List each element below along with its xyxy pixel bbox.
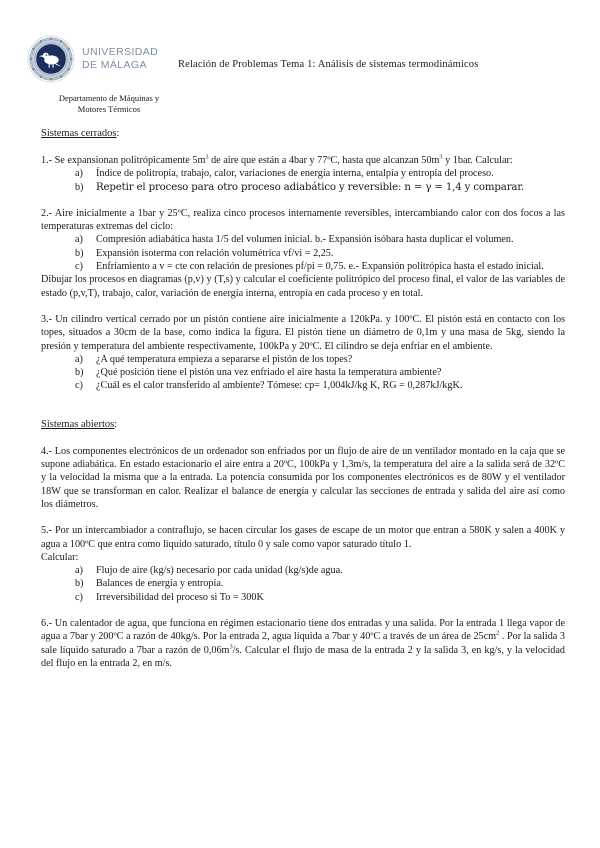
list-item-text: Expansión isoterma con relación volumétrica vf/vi = 2,25. [96,247,334,259]
problem-6-statement [41,617,565,670]
page-title: Relación de Problemas Tema 1: Análisis de sistemas termodinámicos [178,59,479,70]
section-heading-sistemas-cerrados [41,128,565,139]
list-item-text: Flujo de aire (kg/s) necesario por cada unidad (kg/s)de agua. [96,565,343,577]
problem-3-items [41,353,565,393]
problem-6-text-c: /s. Calcular el flujo de masa de la entrada 2 y la salida 3, en kg/s, y la velocidad del flujo en la entrada 2, en m/s. [41,644,565,669]
list-item-text: ¿A qué temperatura empieza a separarse el pistón de los topes? [96,353,353,365]
university-name-line2: DE MÁLAGA [82,59,147,71]
list-marker: c) [75,380,83,392]
list-marker: b) [75,367,84,379]
section-heading-text: Sistemas abiertos [41,418,115,430]
list-marker: a) [75,168,83,180]
list-item [41,564,565,577]
list-item-text: Compresión adiabática hasta 1/5 del volumen inicial. b.- Expansión isóbara hasta duplicar el volumen. [96,234,514,246]
section-heading-text: Sistemas cerrados [41,128,117,139]
list-item [41,247,565,260]
department-line1: Departamento de Máquinas y [58,93,160,103]
list-item-text: ¿Cuál es el calor transferido al ambiente? Tómese: cp= 1,004kJ/kg K, RG = 0,287kJ/kgK. [96,380,463,392]
list-item-text: Balances de energía y entropía. [96,578,224,590]
problem-6-text-b: . Por la salida 3 sale líquido saturado a 7bar a razón de 0,06m [41,631,565,656]
problem-5-calcular-label: Calcular: [41,551,79,563]
problem-6-text-a: 6.- Un calentador de agua, que funciona en régimen estacionario tiene dos entradas y una salida. Por la entrada 1 llega vapor de agua a 7bar y 200ºC a razón de 40kg/s. Por la entrada 2, agua líquida a 7bar y 40ºC a través de un área de 25cm [41,618,565,643]
list-marker: b) [75,181,84,193]
university-name-line1: UNIVERSIDAD [82,46,159,58]
section-heading-colon: : [116,128,120,139]
document-body [41,128,565,670]
list-item-text: Repetir el proceso para otro proceso adiabático y reversible: n = γ = 1,4 y comparar. [96,181,525,193]
list-item [41,181,565,194]
problem-6-sup-2: 3 [229,643,233,651]
problem-6-sup-1: 2 [496,629,500,637]
problem-1-sup-2: 3 [439,153,443,161]
list-item [41,591,565,604]
list-item-text: Enfriamiento a v = cte con relación de presiones pf/pi = 0,75. e.- Expansión politrópica hasta el estado inicial. [96,261,544,273]
list-marker: c) [75,591,83,603]
list-marker: a) [75,565,83,577]
problem-1-sup-1: 3 [205,153,209,161]
list-item-text: ¿Qué posición tiene el pistón una vez enfriado el aire hasta la temperatura ambiente? [96,367,442,379]
department-label [33,93,185,115]
list-item [41,233,565,246]
list-marker: a) [75,353,83,365]
list-marker: b) [75,247,84,259]
problem-5-statement: 5.- Por un intercambiador a contraflujo, se hacen circular los gases de escape de un motor que entran a 580K y salen a 400K y agua a 100ºC que entra como liquido saturado, título 0 y sale como vapor saturado título 1. [41,525,565,550]
list-marker: a) [75,234,83,246]
problem-2-closing: Dibujar los procesos en diagramas (p,v) y (T,s) y calcular el coeficiente politrópico del proceso final, el valor de las variables de estado (p,v,T), trabajo, calor, variación de energía interna, entropía en cada proceso y en total. [41,274,565,299]
problem-1-text-b: de aire que están a 4bar y 77ºC, hasta que alcanzan 50m [208,155,440,166]
list-item [41,260,565,273]
list-marker: c) [75,261,83,273]
list-item [41,577,565,590]
list-item [41,353,565,366]
department-line2: Motores Térmicos [77,104,141,114]
problem-5-items [41,564,565,604]
list-item [41,366,565,379]
university-branding [27,35,158,83]
problem-2-items [41,233,565,273]
universidad-de-malaga-seal-icon [27,35,75,83]
problem-3-statement: 3.- Un cilindro vertical cerrado por un pistón contiene aire inicialmente a 120kPa. y 100ºC. El pistón está en contacto con los topes, situados a 30cm de la base, como indica la figura. El pistón tiene un diámetro de 0,1m y una masa de 5kg, siendo la presión y temperatura del ambiente respectivamente, 100kPa y 20ºC. El cilindro se deja enfriar en el ambiente. [41,313,565,352]
problem-1-text-c: y 1bar. Calcular: [442,155,513,166]
problem-1-items [41,167,565,194]
list-item [41,167,565,180]
list-item [41,379,565,392]
list-marker: b) [75,578,84,590]
list-item-text: Índice de politropía, trabajo, calor, variaciones de energía interna, entalpía y entropía del proceso. [96,168,494,180]
section-heading-colon: : [114,418,118,430]
problem-1-text-a: 1.- Se expansionan politrópicamente 5m [41,155,206,166]
university-name [82,46,158,72]
list-item-text: Irreversibilidad del proceso si To = 300K [96,591,264,603]
problem-2-statement: 2.- Aire inicialmente a 1bar y 25ºC, realiza cinco procesos internamente reversibles, intercambiando calor con dos focos a las temperaturas extremas del ciclo: [41,207,565,233]
document-header [0,0,600,114]
problem-4-statement: 4.- Los componentes electrónicos de un ordenador son enfriados por un flujo de aire de un ventilador montado en la caja que se supone adiabática. En estado estacionario el aire entra a 20ºC, 100kPa y 1,3m/s, la temperatura del aire a la salida será de 32ºC y la velocidad la misma que a la entrada. La potencia consumida por los componentes electrónicos es de 80W y el ventilador 18W que se transforman en calor. Realizar el balance de energía y calcular las secciones de entrada y salida del aire así como los diámetros. [41,445,565,510]
problem-1-statement [41,154,565,167]
section-heading-sistemas-abiertos [41,419,565,430]
